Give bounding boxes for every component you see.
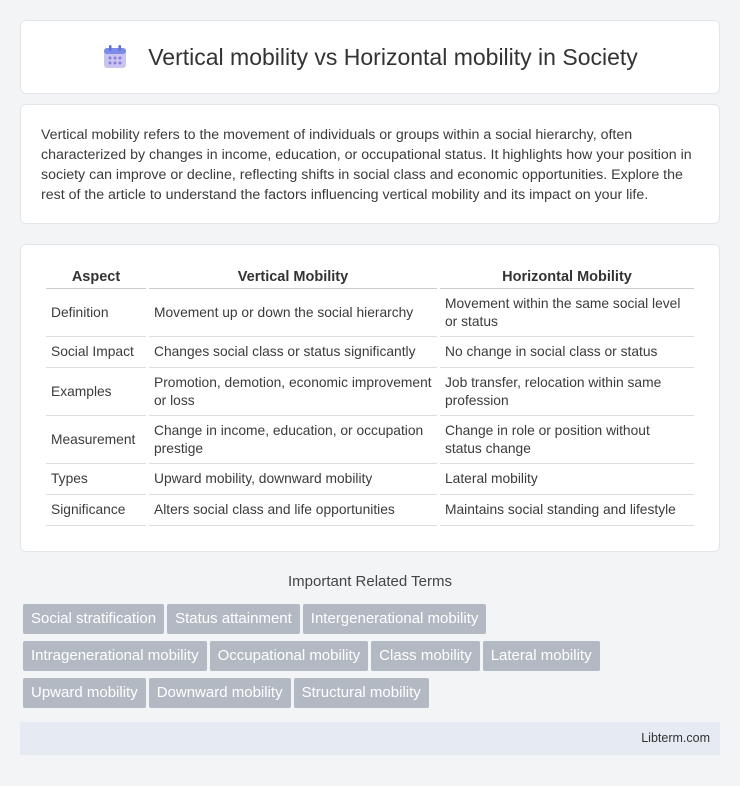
- title-card: [20, 20, 720, 94]
- table-row: [46, 368, 694, 416]
- table-cell: Measurement: [46, 416, 146, 464]
- table-cell: Definition: [46, 289, 146, 337]
- term-tag[interactable]: Downward mobility: [149, 678, 291, 708]
- comparison-table: [43, 265, 697, 526]
- related-terms-title: Important Related Terms: [288, 573, 452, 590]
- table-cell: Change in role or position without status change: [440, 416, 694, 464]
- table-row: [46, 337, 694, 368]
- related-terms-list: [23, 604, 723, 715]
- table-cell: Types: [46, 464, 146, 495]
- term-tag[interactable]: Social stratification: [23, 604, 164, 634]
- table-cell: Movement within the same social level or status: [440, 289, 694, 337]
- comparison-table-card: [20, 244, 720, 552]
- table-cell: Promotion, demotion, economic improvement or loss: [149, 368, 437, 416]
- table-cell: Significance: [46, 495, 146, 526]
- table-header: Horizontal Mobility: [440, 265, 694, 289]
- term-tag[interactable]: Intragenerational mobility: [23, 641, 207, 671]
- term-tag[interactable]: Structural mobility: [294, 678, 429, 708]
- table-cell: Change in income, education, or occupation prestige: [149, 416, 437, 464]
- table-row: [46, 464, 694, 495]
- footer-link[interactable]: Libterm.com: [641, 731, 710, 745]
- table-cell: Job transfer, relocation within same profession: [440, 368, 694, 416]
- intro-text: Vertical mobility refers to the movement of individuals or groups within a social hierarchy, often characterized by changes in income, education, or occupational status. It highlights how your position in society can improve or decline, reflecting shifts in social class and economic opportunities. Explore the rest of the article to understand the factors influencing vertical mobility and its impact on your life.: [41, 127, 692, 203]
- table-cell: Changes social class or status significantly: [149, 337, 437, 368]
- term-tag[interactable]: Upward mobility: [23, 678, 146, 708]
- table-row: [46, 416, 694, 464]
- term-tag[interactable]: Occupational mobility: [210, 641, 369, 671]
- term-tag[interactable]: Class mobility: [371, 641, 480, 671]
- table-cell: Social Impact: [46, 337, 146, 368]
- table-cell: Examples: [46, 368, 146, 416]
- intro-card: [20, 104, 720, 224]
- term-tag[interactable]: Status attainment: [167, 604, 300, 634]
- table-cell: Movement up or down the social hierarchy: [149, 289, 437, 337]
- table-header: Aspect: [46, 265, 146, 289]
- table-row: [46, 289, 694, 337]
- term-tag[interactable]: Intergenerational mobility: [303, 604, 487, 634]
- table-row: [46, 495, 694, 526]
- term-tag[interactable]: Lateral mobility: [483, 641, 600, 671]
- table-cell: Maintains social standing and lifestyle: [440, 495, 694, 526]
- footer: [20, 722, 720, 755]
- table-cell: Alters social class and life opportunities: [149, 495, 437, 526]
- calendar-icon: [102, 44, 128, 70]
- table-header: Vertical Mobility: [149, 265, 437, 289]
- page-title: Vertical mobility vs Horizontal mobility in Society: [148, 43, 638, 70]
- table-cell: Upward mobility, downward mobility: [149, 464, 437, 495]
- table-cell: Lateral mobility: [440, 464, 694, 495]
- table-cell: No change in social class or status: [440, 337, 694, 368]
